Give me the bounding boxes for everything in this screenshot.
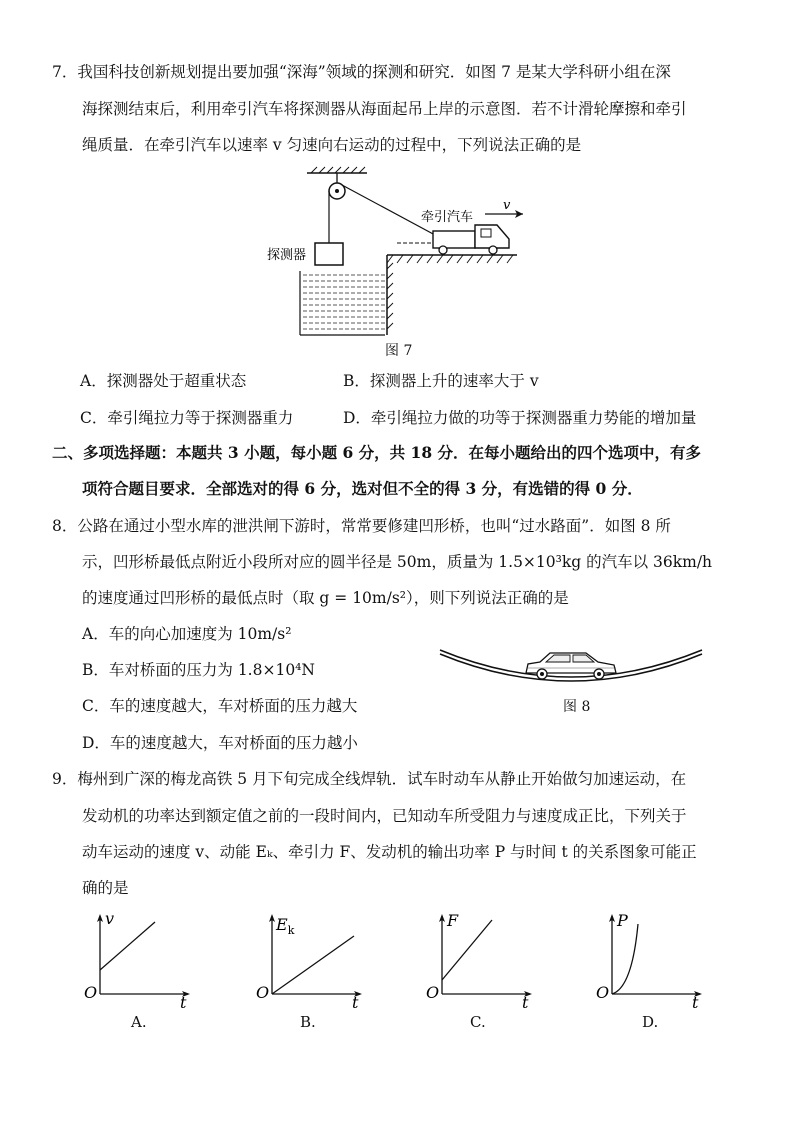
figure-8-caption: 图 8 <box>563 699 591 715</box>
graph-b-origin: O <box>256 983 270 1002</box>
section2-line-2: 项符合题目要求．全部选对的得 6 分，选对但不全的得 3 分，有选错的得 0 分． <box>82 479 643 498</box>
q7-option-d: D．牵引绳拉力做的功等于探测器重力势能的增加量 <box>343 409 697 427</box>
q8-line-1: 8．公路在通过小型水库的泄洪闸下游时，常常要修建凹形桥，也叫“过水路面”．如图 8 所 <box>52 517 671 535</box>
q7-line-3: 绳质量．在牵引汽车以速率 v 匀速向右运动的过程中，下列说法正确的是 <box>82 136 582 154</box>
figure-7 <box>267 165 530 350</box>
graph-c <box>422 910 542 1010</box>
graph-b-option: B. <box>300 1013 316 1031</box>
q7-line-2: 海探测结束后，利用牵引汽车将探测器从海面起吊上岸的示意图．若不计滑轮摩擦和牵引 <box>82 100 687 118</box>
graph-d <box>592 910 712 1010</box>
q9-line-3: 动车运动的速度 v、动能 Eₖ、牵引力 F、发动机的输出功率 P 与时间 t 的关系图象可能正 <box>82 843 697 861</box>
velocity-label: v <box>503 198 511 213</box>
graph-a-option: A. <box>131 1013 147 1031</box>
graph-a-curve <box>100 922 155 970</box>
q8-option-b: B．车对桥面的压力为 1.8×10⁴N <box>82 661 315 679</box>
graph-c-origin: O <box>426 983 440 1002</box>
q9-line-1: 9．梅州到广深的梅龙高铁 5 月下旬完成全线焊轨．试车时动车从静止开始做匀加速运动，在 <box>52 770 687 788</box>
q7-line-1: 7．我国科技创新规划提出要加强“深海”领域的探测和研究．如图 7 是某大学科研小组在深 <box>52 63 671 81</box>
graph-d-origin: O <box>596 983 610 1002</box>
q9-line-2: 发动机的功率达到额定值之前的一段时间内，已知动车所受阻力与速度成正比，下列关于 <box>82 807 687 825</box>
graph-b-xlabel: t <box>352 993 359 1012</box>
q7-option-c: C．牵引绳拉力等于探测器重力 <box>80 409 294 427</box>
graph-d-curve <box>612 924 638 994</box>
q8-line-2: 示，凹形桥最低点附近小段所对应的圆半径是 50m，质量为 1.5×10³kg 的汽车以 36km/h <box>82 553 713 571</box>
graph-d-ylabel: P <box>617 911 628 930</box>
section2-line-1: 二、多项选择题：本题共 3 小题，每小题 6 分，共 18 分．在每小题给出的四个选项中，有多 <box>52 443 702 462</box>
graph-d-option: D. <box>642 1013 659 1031</box>
graph-b-ylabel: $E_k$ <box>276 915 295 937</box>
graph-c-ylabel: F <box>447 911 459 930</box>
q8-line-3: 的速度通过凹形桥的最低点时（取 g = 10m/s²），则下列说法正确的是 <box>82 589 569 607</box>
figure-8 <box>436 640 706 700</box>
detector-label: 探测器 <box>267 248 307 263</box>
graph-d-xlabel: t <box>692 993 699 1012</box>
q8-option-c: C．车的速度越大，车对桥面的压力越大 <box>82 697 358 715</box>
graph-c-xlabel: t <box>522 993 529 1012</box>
q7-option-a: A．探测器处于超重状态 <box>80 372 247 390</box>
graph-b-curve <box>272 936 354 994</box>
q9-line-4: 确的是 <box>82 879 129 897</box>
graph-a-xlabel: t <box>180 993 187 1012</box>
q8-option-a: A．车的向心加速度为 10m/s² <box>82 625 292 643</box>
graph-a-origin: O <box>84 983 98 1002</box>
q7-option-b: B．探测器上升的速率大于 v <box>343 372 539 390</box>
graph-a-ylabel: v <box>105 909 115 928</box>
graph-b <box>252 910 372 1010</box>
graph-c-option: C. <box>470 1013 486 1031</box>
figure-7-caption: 图 7 <box>385 343 413 359</box>
car-label: 牵引汽车 <box>421 210 474 225</box>
graph-a <box>80 910 200 1010</box>
q8-option-d: D．车的速度越大，车对桥面的压力越小 <box>82 734 358 752</box>
